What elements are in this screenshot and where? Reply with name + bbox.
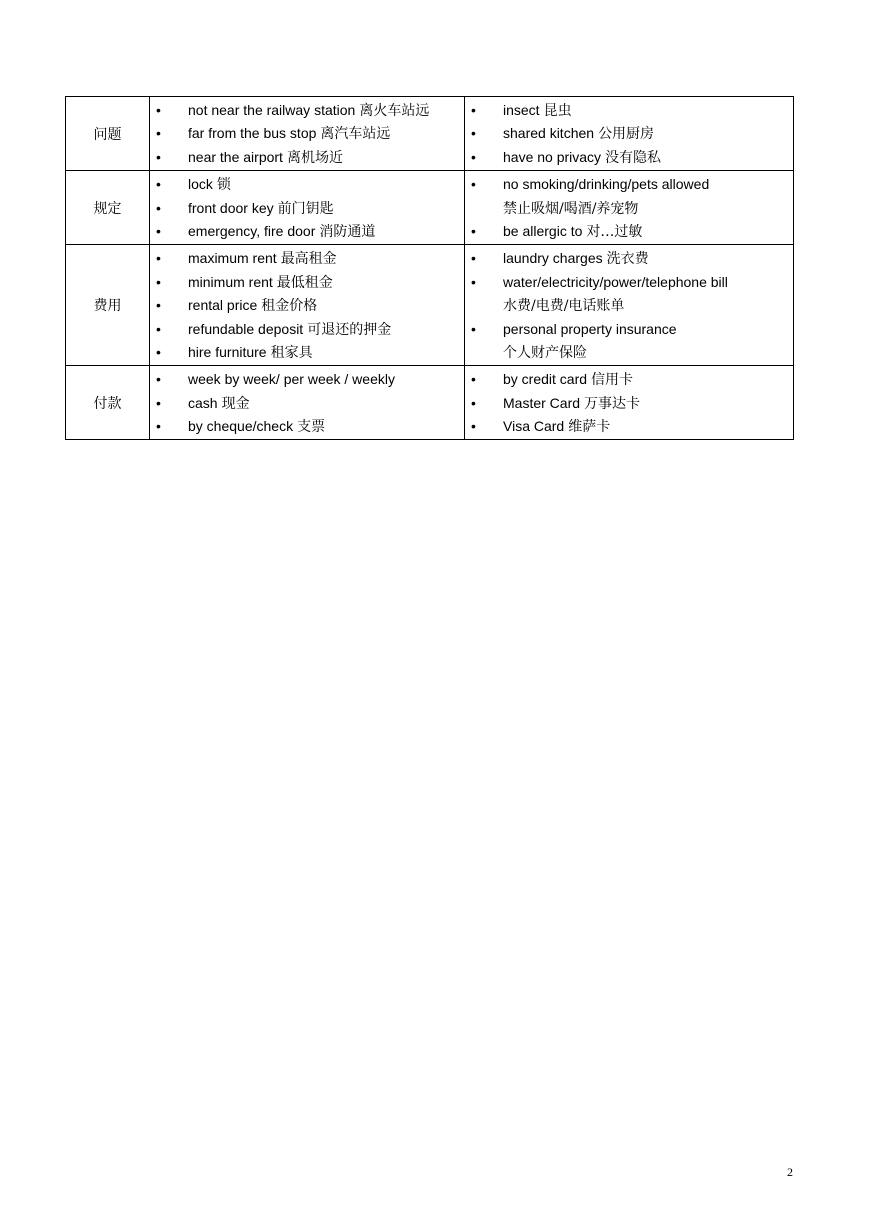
term-english: week by week/ per week / weekly xyxy=(188,371,395,388)
list-item xyxy=(150,247,464,270)
term-english: personal property insurance xyxy=(503,320,677,337)
term-chinese: 最低租金 xyxy=(276,274,333,291)
left-term-cell xyxy=(150,97,465,171)
list-item xyxy=(150,220,464,243)
left-term-cell xyxy=(150,171,465,245)
bullet-icon: • xyxy=(156,199,161,216)
list-item xyxy=(465,271,793,294)
category-cell: 费用 xyxy=(66,245,150,366)
bullet-icon: • xyxy=(471,222,476,239)
list-item xyxy=(465,197,793,220)
list-item xyxy=(465,146,793,169)
term-chinese: 最高租金 xyxy=(280,251,337,268)
term-chinese: 现金 xyxy=(221,395,250,412)
list-item xyxy=(150,368,464,391)
left-term-cell xyxy=(150,245,465,366)
left-term-cell xyxy=(150,366,465,440)
list-item xyxy=(150,197,464,220)
list-item xyxy=(465,220,793,243)
term-english: emergency, fire door xyxy=(188,222,316,239)
list-item xyxy=(150,271,464,294)
bullet-icon: • xyxy=(156,320,161,337)
term-chinese: 对…过敏 xyxy=(586,223,643,240)
bullet-icon: • xyxy=(471,176,476,193)
bullet-icon: • xyxy=(471,125,476,142)
term-chinese: 锁 xyxy=(216,177,231,194)
page-number: 2 xyxy=(787,1165,793,1179)
left-term-list xyxy=(150,245,464,365)
term-english: minimum rent xyxy=(188,273,273,290)
left-term-list xyxy=(150,97,464,170)
bullet-icon: • xyxy=(471,102,476,118)
right-term-cell xyxy=(465,245,794,366)
table-row xyxy=(66,97,794,171)
term-english: cash xyxy=(188,394,218,411)
table-row xyxy=(66,171,794,245)
list-item xyxy=(465,294,793,317)
term-chinese: 没有隐私 xyxy=(605,149,662,166)
right-term-list xyxy=(465,245,793,365)
term-chinese: 万事达卡 xyxy=(584,395,641,412)
list-item xyxy=(150,99,464,122)
list-item xyxy=(150,173,464,196)
list-item xyxy=(150,415,464,438)
list-item xyxy=(150,146,464,169)
table-row xyxy=(66,366,794,440)
term-chinese: 离汽车站远 xyxy=(320,126,391,143)
term-english: Master Card xyxy=(503,394,581,411)
right-term-cell xyxy=(465,97,794,171)
term-english: hire furniture xyxy=(188,343,267,360)
list-item xyxy=(465,392,793,415)
right-term-cell xyxy=(465,171,794,245)
bullet-icon: • xyxy=(156,148,161,165)
list-item xyxy=(150,294,464,317)
term-chinese: 洗衣费 xyxy=(606,251,649,268)
list-item xyxy=(150,392,464,415)
bullet-icon: • xyxy=(156,250,161,267)
left-term-list xyxy=(150,171,464,244)
bullet-icon: • xyxy=(156,297,161,314)
list-item xyxy=(465,318,793,341)
term-english: laundry charges xyxy=(503,250,603,267)
term-english: have no privacy xyxy=(503,148,602,165)
list-item xyxy=(465,368,793,391)
term-chinese: 个人财产保险 xyxy=(503,344,587,361)
bullet-icon: • xyxy=(471,394,476,411)
term-english: insect xyxy=(503,102,540,118)
bullet-icon: • xyxy=(156,418,161,435)
term-english: maximum rent xyxy=(188,250,277,267)
term-chinese: 租金价格 xyxy=(261,298,318,315)
bullet-icon: • xyxy=(156,273,161,290)
term-english: water/electricity/power/telephone bill xyxy=(503,273,728,290)
term-english: rental price xyxy=(188,297,258,314)
category-cell: 规定 xyxy=(66,171,150,245)
list-item xyxy=(465,341,793,364)
bullet-icon: • xyxy=(156,343,161,360)
list-item xyxy=(465,173,793,196)
term-chinese: 离机场近 xyxy=(286,149,343,166)
bullet-icon: • xyxy=(156,125,161,142)
bullet-icon: • xyxy=(156,102,161,118)
bullet-icon: • xyxy=(471,273,476,290)
term-chinese: 水费/电费/电话账单 xyxy=(503,298,625,315)
term-english: by cheque/check xyxy=(188,418,294,435)
term-english: front door key xyxy=(188,199,274,216)
right-term-list xyxy=(465,97,793,170)
term-chinese: 可退还的押金 xyxy=(307,321,392,338)
term-english: lock xyxy=(188,176,213,193)
term-english: no smoking/drinking/pets allowed xyxy=(503,176,710,193)
vocabulary-table-body xyxy=(66,97,794,440)
term-chinese: 维萨卡 xyxy=(568,419,611,436)
term-chinese: 离火车站远 xyxy=(359,103,430,119)
bullet-icon: • xyxy=(471,148,476,165)
term-chinese: 前门钥匙 xyxy=(277,200,334,217)
term-english: by credit card xyxy=(503,371,588,388)
category-cell: 付款 xyxy=(66,366,150,440)
term-chinese: 公用厨房 xyxy=(598,126,655,143)
vocabulary-table xyxy=(65,96,794,440)
term-english: near the airport xyxy=(188,148,283,165)
list-item xyxy=(465,247,793,270)
table-row xyxy=(66,245,794,366)
bullet-icon: • xyxy=(156,394,161,411)
bullet-icon: • xyxy=(156,371,161,388)
bullet-icon: • xyxy=(156,176,161,193)
right-term-cell xyxy=(465,366,794,440)
term-chinese: 信用卡 xyxy=(591,372,634,389)
right-term-list xyxy=(465,171,793,244)
term-chinese: 支票 xyxy=(297,419,326,436)
term-english: not near the railway station xyxy=(188,102,356,118)
term-english: Visa Card xyxy=(503,418,565,435)
list-item xyxy=(150,341,464,364)
left-term-list xyxy=(150,366,464,439)
bullet-icon: • xyxy=(471,418,476,435)
bullet-icon: • xyxy=(471,250,476,267)
list-item xyxy=(465,122,793,145)
bullet-icon: • xyxy=(156,222,161,239)
list-item xyxy=(465,99,793,122)
term-english: shared kitchen xyxy=(503,125,595,142)
term-chinese: 禁止吸烟/喝酒/养宠物 xyxy=(503,200,639,217)
term-english: refundable deposit xyxy=(188,320,304,337)
bullet-icon: • xyxy=(471,371,476,388)
term-english: far from the bus stop xyxy=(188,125,317,142)
list-item xyxy=(465,415,793,438)
bullet-icon: • xyxy=(471,320,476,337)
list-item xyxy=(150,122,464,145)
term-chinese: 租家具 xyxy=(270,344,313,361)
term-chinese: 昆虫 xyxy=(543,103,572,119)
category-cell: 问题 xyxy=(66,97,150,171)
term-chinese: 消防通道 xyxy=(319,223,376,240)
right-term-list xyxy=(465,366,793,439)
term-english: be allergic to xyxy=(503,222,583,239)
list-item xyxy=(150,318,464,341)
